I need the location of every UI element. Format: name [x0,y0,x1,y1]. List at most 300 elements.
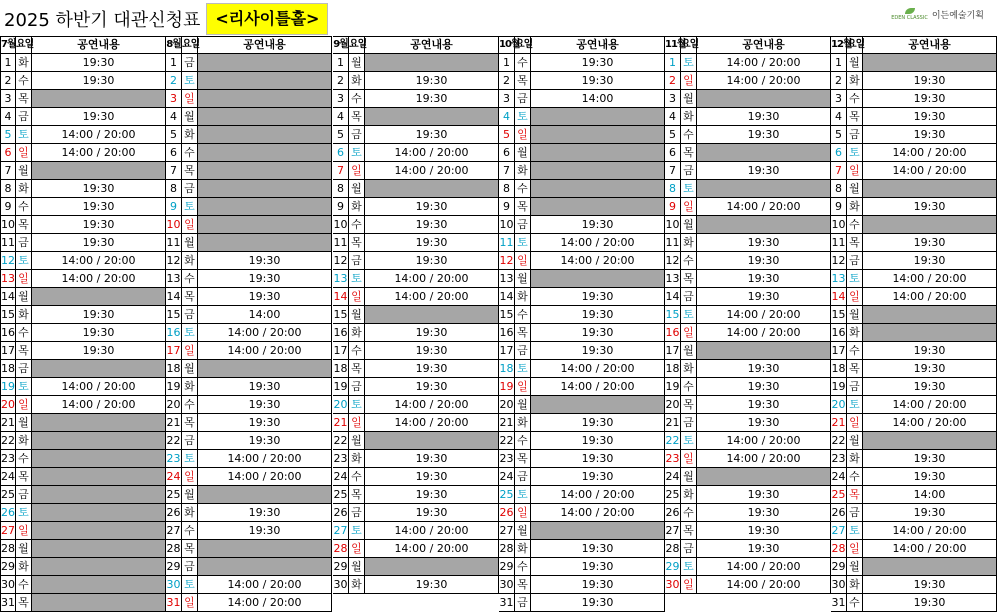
date-cell: 4 [333,108,349,126]
weekday-cell: 금 [847,504,863,522]
date-cell: 5 [499,126,515,144]
table-row [499,144,665,162]
date-cell: 3 [665,90,681,108]
table-row [333,72,499,90]
weekday-cell: 목 [349,360,365,378]
date-cell: 17 [333,342,349,360]
date-cell: 8 [166,180,182,198]
date-cell: 17 [831,342,847,360]
date-cell: 8 [333,180,349,198]
table-row [0,396,166,414]
table-row [499,72,665,90]
performance-cell: 14:00 / 20:00 [863,522,997,540]
date-cell: 30 [499,576,515,594]
date-cell: 6 [166,144,182,162]
date-cell: 29 [0,558,16,576]
table-row [333,396,499,414]
weekday-cell: 목 [847,234,863,252]
table-row [499,450,665,468]
weekday-cell: 화 [349,324,365,342]
date-cell: 4 [166,108,182,126]
booked-cell [198,234,332,252]
performance-cell: 19:30 [32,306,166,324]
date-cell: 6 [499,144,515,162]
table-row [0,306,166,324]
date-cell: 13 [166,270,182,288]
date-cell: 5 [831,126,847,144]
performance-cell: 19:30 [697,234,831,252]
weekday-cell: 목 [349,108,365,126]
date-cell: 12 [166,252,182,270]
booked-cell [863,324,997,342]
weekday-cell: 금 [847,378,863,396]
weekday-cell: 수 [515,432,531,450]
weekday-cell: 토 [16,504,32,522]
performance-cell: 19:30 [365,198,499,216]
performance-cell: 14:00 [198,306,332,324]
weekday-cell: 화 [16,432,32,450]
date-cell: 28 [831,540,847,558]
weekday-cell: 토 [847,270,863,288]
table-row [665,378,831,396]
date-cell: 18 [831,360,847,378]
booked-cell [365,54,499,72]
month-table [166,36,332,612]
performance-cell: 19:30 [697,162,831,180]
date-cell: 11 [333,234,349,252]
performance-cell: 19:30 [697,414,831,432]
table-row [166,540,332,558]
performance-cell: 19:30 [863,468,997,486]
performance-cell: 14:00 / 20:00 [365,414,499,432]
performance-cell: 19:30 [198,378,332,396]
performance-cell: 14:00 / 20:00 [32,144,166,162]
weekday-cell: 수 [681,252,697,270]
performance-cell: 19:30 [531,306,665,324]
table-row [831,342,997,360]
table-row [333,288,499,306]
logo-small-text: EDEN CLASSIC [891,15,928,21]
month-table [499,36,665,612]
date-cell: 26 [333,504,349,522]
performance-cell: 14:00 / 20:00 [198,576,332,594]
performance-cell: 19:30 [198,414,332,432]
performance-cell: 19:30 [365,378,499,396]
date-cell: 4 [665,108,681,126]
table-row [333,342,499,360]
table-row [166,360,332,378]
date-cell: 28 [333,540,349,558]
weekday-cell: 월 [515,144,531,162]
weekday-cell: 화 [182,504,198,522]
performance-cell: 14:00 / 20:00 [697,432,831,450]
weekday-cell: 수 [16,450,32,468]
date-cell: 23 [665,450,681,468]
performance-cell: 14:00 [531,90,665,108]
table-row [0,522,166,540]
date-cell: 26 [665,504,681,522]
weekday-cell: 금 [16,108,32,126]
performance-cell: 19:30 [365,360,499,378]
table-row [166,252,332,270]
table-row [831,270,997,288]
table-row [166,432,332,450]
table-row [0,342,166,360]
month-label: 10월 [499,36,515,54]
table-row [831,504,997,522]
table-row [831,252,997,270]
table-row [166,450,332,468]
table-row [333,126,499,144]
weekday-cell: 토 [182,450,198,468]
performance-cell: 14:00 / 20:00 [863,540,997,558]
table-row [665,540,831,558]
table-row [499,342,665,360]
performance-cell: 14:00 / 20:00 [863,414,997,432]
date-cell: 22 [499,432,515,450]
booked-cell [32,558,166,576]
table-row [499,54,665,72]
table-row [333,468,499,486]
date-cell: 27 [333,522,349,540]
performance-cell: 19:30 [365,486,499,504]
weekday-cell: 금 [182,180,198,198]
table-row [665,396,831,414]
booked-cell [198,540,332,558]
performance-cell: 19:30 [198,396,332,414]
weekday-cell: 수 [515,306,531,324]
date-cell: 10 [831,216,847,234]
booked-cell [365,108,499,126]
date-cell: 28 [166,540,182,558]
performance-cell: 19:30 [697,396,831,414]
table-row [0,90,166,108]
date-cell: 24 [0,468,16,486]
date-cell: 16 [333,324,349,342]
performance-cell: 19:30 [863,594,997,612]
weekday-cell: 목 [681,144,697,162]
booked-cell [32,504,166,522]
date-cell: 18 [0,360,16,378]
table-row [499,324,665,342]
weekday-cell: 목 [681,270,697,288]
weekday-cell: 일 [681,72,697,90]
weekday-cell: 금 [515,594,531,612]
booked-cell [198,198,332,216]
performance-cell: 19:30 [365,468,499,486]
weekday-cell: 일 [847,414,863,432]
weekday-cell: 화 [16,54,32,72]
date-cell: 31 [0,594,16,612]
date-cell: 15 [831,306,847,324]
date-cell: 27 [0,522,16,540]
date-cell: 23 [0,450,16,468]
table-row [0,54,166,72]
performance-cell: 19:30 [198,288,332,306]
table-row [831,216,997,234]
table-row [166,558,332,576]
logo-text: 이든예술기획 [931,11,984,21]
weekday-cell: 화 [847,576,863,594]
weekday-cell: 토 [847,396,863,414]
table-row [166,504,332,522]
performance-cell: 19:30 [32,108,166,126]
date-cell: 24 [665,468,681,486]
date-cell: 14 [333,288,349,306]
day-column-header: 요일 [681,36,697,54]
date-cell: 25 [499,486,515,504]
booked-cell [32,450,166,468]
date-cell: 14 [166,288,182,306]
table-row [665,522,831,540]
table-row [0,216,166,234]
table-row [665,54,831,72]
weekday-cell: 일 [681,450,697,468]
date-cell: 31 [831,594,847,612]
date-cell: 16 [0,324,16,342]
booked-cell [32,486,166,504]
performance-cell: 14:00 / 20:00 [697,324,831,342]
table-row [499,162,665,180]
date-cell: 21 [333,414,349,432]
date-cell: 20 [831,396,847,414]
performance-cell: 14:00 / 20:00 [32,378,166,396]
table-row [499,90,665,108]
weekday-cell: 목 [515,324,531,342]
table-row [831,324,997,342]
weekday-cell: 일 [681,198,697,216]
weekday-cell: 금 [681,162,697,180]
table-row [0,126,166,144]
weekday-cell: 화 [515,162,531,180]
date-cell: 7 [665,162,681,180]
table-row [499,576,665,594]
performance-cell: 14:00 / 20:00 [32,396,166,414]
company-logo [891,8,984,21]
weekday-cell: 목 [16,342,32,360]
weekday-cell: 월 [847,180,863,198]
table-row [333,576,499,594]
table-row [665,216,831,234]
weekday-cell: 목 [182,162,198,180]
month-table [333,36,499,612]
performance-cell: 14:00 / 20:00 [697,198,831,216]
weekday-cell: 월 [349,558,365,576]
date-cell: 13 [665,270,681,288]
table-row [333,324,499,342]
performance-cell: 19:30 [863,504,997,522]
date-cell: 2 [499,72,515,90]
date-cell: 25 [831,486,847,504]
weekday-cell: 일 [847,162,863,180]
weekday-cell: 월 [847,558,863,576]
table-row [0,270,166,288]
content-column-header: 공연내용 [531,36,665,54]
date-cell: 26 [831,504,847,522]
weekday-cell: 토 [515,234,531,252]
date-cell: 23 [333,450,349,468]
date-cell: 30 [831,576,847,594]
table-row [166,180,332,198]
performance-cell: 19:30 [365,90,499,108]
month-label: 8월 [166,36,182,54]
weekday-cell: 월 [847,54,863,72]
date-cell: 20 [166,396,182,414]
date-cell: 30 [665,576,681,594]
month-header [166,36,332,54]
performance-cell: 14:00 / 20:00 [365,540,499,558]
table-row [831,126,997,144]
weekday-cell: 수 [681,126,697,144]
venue-label: <리사이틀홀> [206,3,328,35]
weekday-cell: 수 [182,144,198,162]
weekday-cell: 월 [349,180,365,198]
date-cell: 13 [831,270,847,288]
date-cell: 6 [831,144,847,162]
performance-cell: 19:30 [365,216,499,234]
date-cell: 16 [665,324,681,342]
date-cell: 9 [831,198,847,216]
performance-cell: 14:00 / 20:00 [531,486,665,504]
date-cell: 1 [0,54,16,72]
date-cell: 2 [333,72,349,90]
performance-cell: 14:00 / 20:00 [863,396,997,414]
date-cell: 17 [166,342,182,360]
booked-cell [32,540,166,558]
weekday-cell: 수 [847,468,863,486]
weekday-cell: 월 [681,468,697,486]
performance-cell: 14:00 / 20:00 [198,468,332,486]
day-column-header: 요일 [182,36,198,54]
date-cell: 18 [166,360,182,378]
weekday-cell: 일 [515,504,531,522]
booked-cell [198,360,332,378]
table-row [0,108,166,126]
date-cell: 5 [166,126,182,144]
table-row [831,198,997,216]
weekday-cell: 월 [681,90,697,108]
performance-cell: 19:30 [531,216,665,234]
table-row [831,396,997,414]
table-row [166,270,332,288]
date-cell: 14 [831,288,847,306]
weekday-cell: 금 [681,288,697,306]
date-cell: 7 [499,162,515,180]
table-row [0,486,166,504]
weekday-cell: 금 [349,504,365,522]
date-cell: 26 [166,504,182,522]
table-row [665,234,831,252]
booked-cell [198,54,332,72]
table-row [499,198,665,216]
table-row [333,378,499,396]
table-row [831,360,997,378]
booked-cell [697,180,831,198]
table-row [499,558,665,576]
date-cell: 3 [0,90,16,108]
date-cell: 7 [831,162,847,180]
table-row [665,504,831,522]
booked-cell [531,270,665,288]
weekday-cell: 금 [16,486,32,504]
date-cell: 20 [665,396,681,414]
date-cell: 22 [333,432,349,450]
table-row [166,144,332,162]
booked-cell [198,72,332,90]
booked-cell [32,162,166,180]
date-cell: 24 [333,468,349,486]
performance-cell: 19:30 [198,504,332,522]
performance-cell: 19:30 [863,450,997,468]
table-row [665,90,831,108]
date-cell: 26 [499,504,515,522]
date-cell: 29 [333,558,349,576]
table-row [333,306,499,324]
date-cell: 9 [665,198,681,216]
weekday-cell: 일 [349,288,365,306]
table-row [166,486,332,504]
weekday-cell: 금 [182,432,198,450]
table-row [166,396,332,414]
weekday-cell: 금 [515,216,531,234]
weekday-cell: 월 [16,540,32,558]
weekday-cell: 수 [182,396,198,414]
date-cell: 15 [0,306,16,324]
booked-cell [198,108,332,126]
date-cell: 3 [499,90,515,108]
weekday-cell: 수 [16,198,32,216]
date-cell: 9 [166,198,182,216]
booked-cell [863,54,997,72]
booked-cell [198,144,332,162]
weekday-cell: 토 [349,270,365,288]
performance-cell: 19:30 [697,522,831,540]
table-row [831,162,997,180]
date-cell: 12 [665,252,681,270]
booked-cell [32,432,166,450]
table-row [665,270,831,288]
table-row [831,90,997,108]
table-row [166,216,332,234]
date-cell: 22 [0,432,16,450]
table-row [333,504,499,522]
date-cell: 16 [166,324,182,342]
date-cell: 21 [166,414,182,432]
month-label: 7월 [0,36,16,54]
weekday-cell: 월 [182,360,198,378]
date-cell: 31 [499,594,515,612]
performance-cell: 14:00 / 20:00 [32,270,166,288]
date-cell: 30 [333,576,349,594]
booked-cell [198,126,332,144]
date-cell: 1 [166,54,182,72]
table-row [0,360,166,378]
date-cell: 11 [831,234,847,252]
date-cell: 7 [333,162,349,180]
performance-cell: 14:00 / 20:00 [32,126,166,144]
date-cell: 5 [0,126,16,144]
table-row [665,108,831,126]
table-row [333,252,499,270]
table-row [0,72,166,90]
date-cell: 21 [665,414,681,432]
date-cell: 8 [831,180,847,198]
weekday-cell: 일 [182,468,198,486]
date-cell: 27 [499,522,515,540]
date-cell: 13 [0,270,16,288]
weekday-cell: 금 [847,252,863,270]
booked-cell [531,198,665,216]
